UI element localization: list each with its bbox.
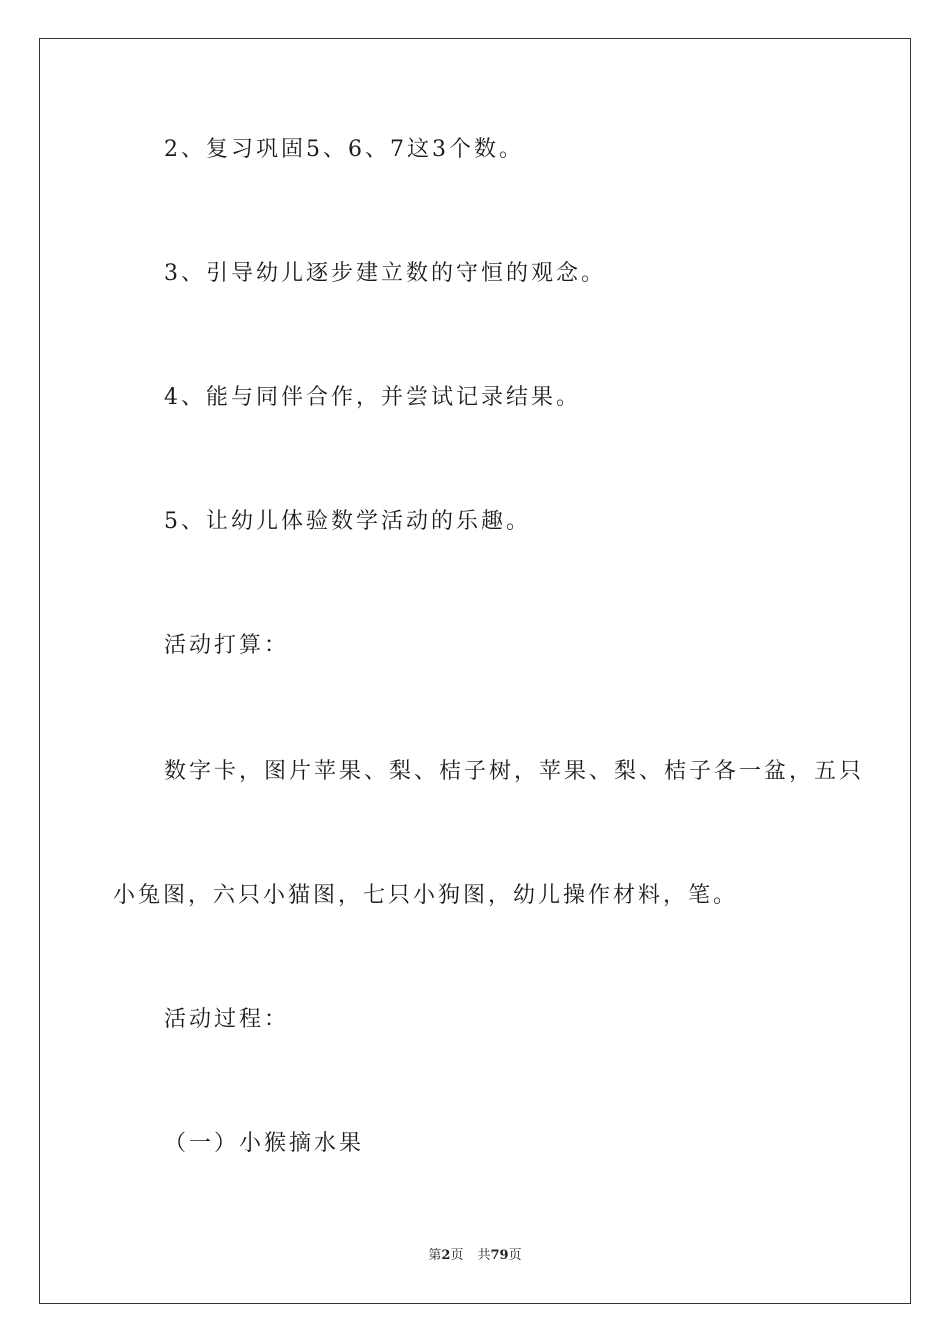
footer-page-prefix: 第 bbox=[428, 1248, 442, 1263]
footer-page-number: 2 bbox=[441, 1248, 451, 1263]
footer-total-pages: 79 bbox=[490, 1248, 509, 1263]
paragraph-objective-3: 3、引导幼儿逐步建立数的守恒的观念。 bbox=[164, 261, 606, 286]
paragraph-objective-2: 2、复习巩固5、6、7这3个数。 bbox=[164, 137, 524, 162]
paragraph-objective-5: 5、让幼儿体验数学活动的乐趣。 bbox=[164, 509, 531, 534]
footer-page-suffix: 页 bbox=[450, 1248, 464, 1263]
paragraph-materials-line-2: 小兔图，六只小猫图，七只小狗图，幼儿操作材料，笔。 bbox=[113, 883, 739, 908]
heading-activity-process: 活动过程： bbox=[164, 1007, 290, 1032]
paragraph-objective-4: 4、能与同伴合作，并尝试记录结果。 bbox=[164, 385, 581, 410]
footer-total-prefix: 共 bbox=[477, 1248, 491, 1263]
heading-section-one: （一）小猴摘水果 bbox=[164, 1131, 365, 1156]
page-border bbox=[39, 38, 911, 1304]
paragraph-materials-line-1: 数字卡，图片苹果、梨、桔子树，苹果、梨、桔子各一盆，五只 bbox=[164, 759, 865, 784]
footer-total-suffix: 页 bbox=[508, 1248, 522, 1263]
heading-activity-preparation: 活动打算： bbox=[164, 633, 290, 658]
page-footer bbox=[0, 1247, 950, 1265]
